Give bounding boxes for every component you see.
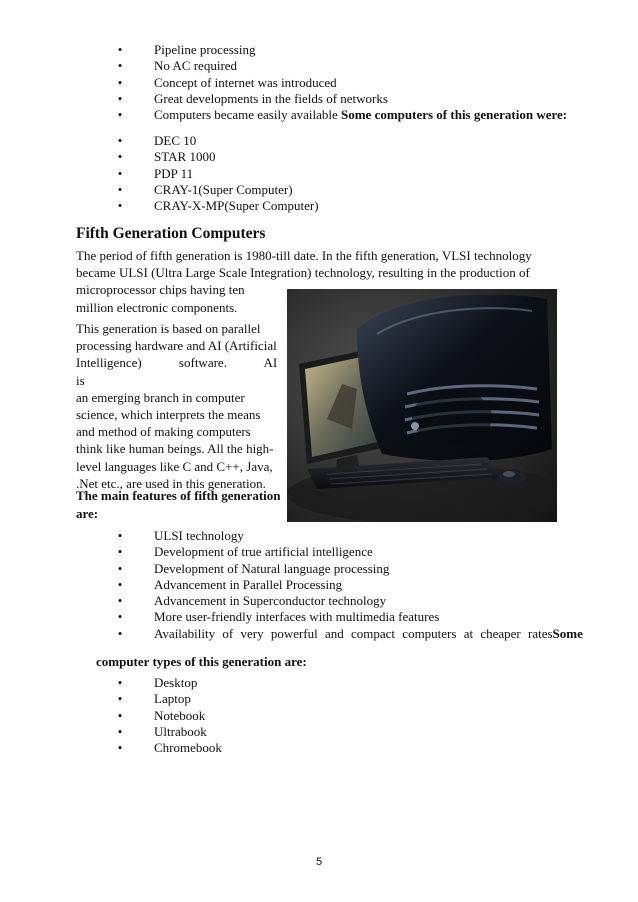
computer-image <box>287 289 557 522</box>
list-item: • Concept of internet was introduced <box>115 75 575 91</box>
list-item: • Advancement in Parallel Processing <box>115 577 570 593</box>
bullet-icon: • <box>117 74 123 90</box>
list-item: • Great developments in the fields of networks <box>115 91 575 107</box>
fifth-gen-features-list <box>115 528 583 642</box>
intro-paragraph: The period of fifth generation is 1980-till date. In the fifth generation, VLSI technology became ULSI (Ultra Large Scale Integration) technology, resulting in the production of microprocessor chips having ten million electronic components. <box>76 248 532 315</box>
list-item: • Notebook <box>115 708 415 724</box>
bullet-icon: • <box>117 149 123 165</box>
list-item: • Availability of very powerful and compact computers at cheaper rates Some <box>115 626 570 642</box>
list-item: • ULSI technology <box>115 528 570 544</box>
list-item: • Computers became easily available Some computers of this generation were: <box>115 107 575 123</box>
bullet-icon: • <box>117 723 123 739</box>
bullet-icon: • <box>117 625 123 641</box>
bullet-icon: • <box>117 58 123 74</box>
bullet-icon: • <box>117 90 123 106</box>
list-item: • CRAY-1(Super Computer) <box>115 182 415 198</box>
computer-types-list <box>115 675 415 756</box>
body-paragraph: This generation is based on parallel processing hardware and AI (Artificial Intelligence) software. AI is an emerging branch in computer science, which interprets the means and method of making computers think like human beings. All the high- level languages like C and C++, Java, .Net etc., are used in this generation. <box>76 321 278 491</box>
page-number: 5 <box>315 856 323 868</box>
bullet-icon: • <box>117 609 123 625</box>
list-item: • More user-friendly interfaces with multimedia features <box>115 609 570 625</box>
fourth-gen-computers-list <box>115 133 415 214</box>
bullet-icon: • <box>117 576 123 592</box>
bullet-icon: • <box>117 560 123 576</box>
list-item: • Development of Natural language processing <box>115 561 570 577</box>
list-item: • PDP 11 <box>115 166 415 182</box>
bullet-icon: • <box>117 544 123 560</box>
third-gen-features-list <box>115 42 575 123</box>
section-title: Fifth Generation Computers <box>76 225 266 242</box>
bullet-icon: • <box>117 181 123 197</box>
list-item: • Desktop <box>115 675 415 691</box>
bullet-icon: • <box>117 740 123 756</box>
list-item: • Pipeline processing <box>115 42 575 58</box>
list-item: • Advancement in Superconductor technology <box>115 593 570 609</box>
list-item: • CRAY-X-MP(Super Computer) <box>115 198 415 214</box>
features-heading: The main features of fifth generation are: <box>76 488 281 521</box>
list-item: • Chromebook <box>115 740 415 756</box>
list-item: • DEC 10 <box>115 133 415 149</box>
bullet-icon: • <box>117 107 123 123</box>
bullet-icon: • <box>117 675 123 690</box>
bullet-icon: • <box>117 165 123 181</box>
list-item: • Development of true artificial intelligence <box>115 544 570 560</box>
list-item: • STAR 1000 <box>115 149 415 165</box>
bullet-icon: • <box>117 198 123 214</box>
bullet-icon: • <box>117 528 123 543</box>
bullet-icon: • <box>117 133 123 148</box>
list-item: • Ultrabook <box>115 724 415 740</box>
list-item: • Laptop <box>115 691 415 707</box>
bullet-icon: • <box>117 707 123 723</box>
bullet-icon: • <box>117 42 123 57</box>
list-item: • No AC required <box>115 58 575 74</box>
types-heading: computer types of this generation are: <box>96 654 307 669</box>
bullet-icon: • <box>117 593 123 609</box>
bullet-icon: • <box>117 691 123 707</box>
